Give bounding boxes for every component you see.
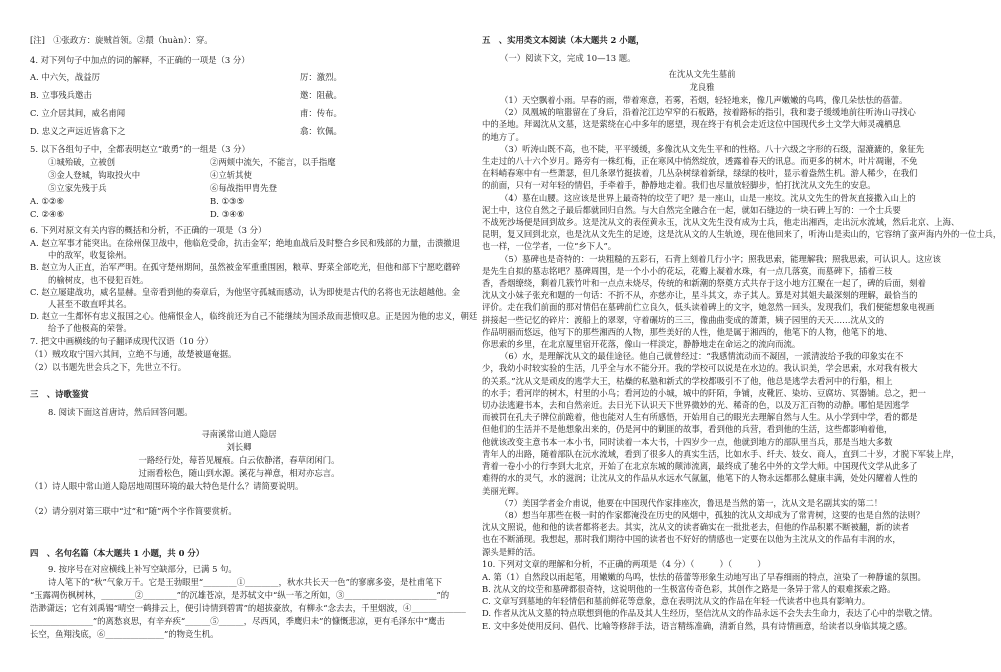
question-4-stem: 4. 对下列句子中加点的词的解释，不正确的一项是（3 分） xyxy=(30,55,250,65)
q4-option-c[interactable]: C. 立介居其间，威名甫闻 甫：传布。 xyxy=(30,108,342,118)
article-line: 的水手；看河岸的树木，村里的小鸟；看河边的小城，城中的阡陌，争铺，皮靴匠、染坊、豆腐坊、冥器铺。总之，把一 xyxy=(482,387,926,398)
q5-choice-d[interactable]: D. ③④⑥ xyxy=(210,209,245,219)
q10-option-e[interactable]: E. 文中多处使用反问、倡代、比喻等修辞手法，语言精练准确，清新自然，具有诗情画意，给读者以身临其境之感。 xyxy=(482,620,913,631)
article-line: 香，香烟缭绕，剩着几簇竹叶和一点点未烧尽，传统的和新潮的祭奠方式共存于这小地方江聚在一起了，碑的后面，刻着 xyxy=(482,278,926,289)
poem-author: 刘长卿 xyxy=(226,441,252,452)
q7-sentence-1: （1）贼攻取宁国六其间，立绝不与通，故楚被逼奄据。 xyxy=(30,348,237,359)
article-line: 的关系。”沈从文是顽皮的逃学大王，枯燥的私塾和新式的学校都吸引不了他，他总是逃学去看河中的行船，相上 xyxy=(482,375,893,386)
article-body xyxy=(482,94,1001,558)
article-line: 也在不断涌现。我想起，那时我们期待中国的读者也不好好的情感也一定要在以他为主沈从文的作品有丰润的水， xyxy=(482,534,901,545)
article-title: 在沈从文先生墓前 xyxy=(668,69,736,79)
q9-line[interactable]: 长空，鱼翔浅底，⑥______________”的物竞生机。 xyxy=(30,628,219,639)
article-line: 沈从文小妹子张充和题的一句话：不折不从，亦慈亦让，星斗其文，赤子其人。算是对其姐夫最深刻的理解，最恰当的 xyxy=(482,290,918,301)
q4-option-a[interactable]: A. 中六矢，战益厉 厉：激烈。 xyxy=(30,72,342,82)
q5-choices-row-2 xyxy=(30,208,448,221)
q7-sentence-2: （2）以书题先世会兵之下，先世立不行。 xyxy=(30,361,187,372)
article-line: 也一样，一位学者，一位“乡下人”。 xyxy=(482,241,617,252)
article-line: 生走过的八十六个岁月。路旁有一株红梅，正在寒风中悄然绽放，透露着春天的讯息。而更多的树木，叶片凋谢，不免 xyxy=(482,156,918,167)
q9-line[interactable]: 诗人笔下的“秋”气象万千。它是王勃眼里“________①________，秋水共长天一色”的寥廓多姿，是杜甫笔下 xyxy=(48,576,442,587)
article-line: 的地方了。 xyxy=(482,131,524,142)
article-line: 而被罚在孔夫子牌位前跪着，他也能对人生有所感悟，开始用自己的眼光去理解自然与人生。从小学到中学，看的都是 xyxy=(482,412,918,423)
article-line: 少，我幼小时较实验的生活，几乎全与水不能分开。我的学校可以说是在水边的。我认识美，学会思索，水对我有极大 xyxy=(482,363,918,374)
question-10-stem: 10. 下列对文章的理解和分析，不正确的两项是（4 分）（ ）（ ） xyxy=(482,558,766,569)
article-line: （1）天空飘着小雨。早春的雨，带着寒意，若雾，若烟，轻轻地来，像几声嫩嫩的鸟鸣，像几朵怯怯的蓓蕾。 xyxy=(500,95,908,105)
q10-option-c[interactable]: C. 文章写到墓地的年轻情侣和墓前鲜花等意象，意在表明沈从文的作品在年轻一代读者中也具有影响力。 xyxy=(482,596,871,607)
article-author: 龙良雅 xyxy=(689,82,715,92)
question-7-stem: 7. 把文中画横线的句子翻译成现代汉语（10 分） xyxy=(30,335,214,346)
q6-option-line[interactable]: C. 赵立屡建战功，威名显赫。皇帝看到他的奏章后，为他坚守孤城而感动，认为即使是古代的名将也无法超越他。金 xyxy=(30,286,461,297)
q10-option-b[interactable]: B. 沈从文的坟茔和墓碑都很奇特，这说明他的一生极富传奇色彩，其创作之路是一条异于常人的艰难探索之路。 xyxy=(482,583,896,594)
q5-item-row: ③金人登城，钩取投火中 ④立斩其使 xyxy=(48,170,252,180)
section-5-heading: 五 、实用类文本阅读（本大题共 2 小题， xyxy=(482,35,645,45)
q6-option-line: 人甚至不敢直呼其名。 xyxy=(48,299,132,310)
article-line: （4）墓在山腰。这应该是世界上最奇特的坟茔了吧？是一座山，山是一座坟。沈从文先生的骨灰直接撒入山上的 xyxy=(500,192,916,203)
question-5-stem: 5. 以下各组句子中，全都表明赵立“敢勇”的一组是（3 分） xyxy=(30,144,250,154)
left-column xyxy=(30,34,478,641)
poem-line-2: 过雨看松色，随山到水源。溪花与禅意，相对亦忘言。 xyxy=(138,467,340,478)
poem-line-1: 一路经行处，莓苔见履痕。白云依静渚，春草闭闲门。 xyxy=(138,454,340,465)
question-6-stem: 6. 下列对原文有关内容的概括和分析，不正确的一项是（3 分） xyxy=(30,225,267,235)
q5-choice-c[interactable]: C. ②④⑥ xyxy=(30,209,64,219)
article-line: （8）想当年那些在极一时的作家都淹没在历史的风烟中，孤独的沈从文却成为了常青树，这要的也是自然的法则？ xyxy=(500,509,925,520)
article-line: 背着一卷小小的行李到大北京，开始了在北京东城的颠沛流离，最终成了驰名中外的文学大师。中国现代文学从此多了 xyxy=(482,461,918,472)
q10-option-a[interactable]: A. 第（1）自然段以雨起笔，用嫩嫩的鸟鸣，怯怯的蓓蕾等形象生动地写出了早春细雨的特点，渲染了一种静谧的氛围。 xyxy=(482,571,926,582)
article-line: 切办法逃避书本，去和自然亲近。去日光下认识天下世界微妙的光、稀奇的色，以及万汇百物的动静。哪怕是因逃学 xyxy=(482,400,910,411)
question-8-stem: 8. 阅读下面这首唐诗，然后回答问题。 xyxy=(48,406,193,417)
q5-item-row: ⑤立家先残于兵 ⑥每战指甲胄先登 xyxy=(48,183,277,193)
q6-option-line: 给予了他极高的荣誉。 xyxy=(48,323,132,334)
q5-choices-row-1 xyxy=(30,195,448,208)
q5-item-row: ①城殆破，立被创 ②两颊中流矢，不能言，以手指麾 xyxy=(48,157,336,167)
q6-option-line: 中的敌军，收复徐州。 xyxy=(48,250,132,261)
q6-option-line[interactable]: A. 赵立军事才能突出。在徐州保卫战中，他临危受命，抗击金军；绝地血战后及时整合乡民和残部的力量，击溃撤退 xyxy=(30,238,461,248)
poem-title: 寻南溪常山道人隐居 xyxy=(201,428,277,439)
article-line: 他就该改变主意书本一本小书，同时读着一本大书，十四岁少一点，他就到地方的部队里当兵，那是当地大多数 xyxy=(482,436,893,447)
q9-line[interactable]: “玉露凋伤枫树林，________②________”的沉雄苍凉，是苏轼文中“纵一苇之所如，③______________________”的 xyxy=(30,589,450,600)
article-line: （3）听涛山既不高，也不陡，平平缓缓，多像沈从文先生平和的性格。八十六级之字形的石级，湿漉漉的，象征先 xyxy=(500,143,925,154)
q5-choice-a[interactable]: A. ①②⑥ xyxy=(30,196,64,206)
annotation-note: [注] ①张政方：旋贼首领。②擐（huàn）：穿。 xyxy=(30,35,213,45)
article-line: 但他们的生活并不是他想象出来的，仍是河中的剿匪的故事，看到他的兵营，看到他的生活，这些都影响着他， xyxy=(482,424,893,435)
q4-option-b[interactable]: B. 立事残兵邀击 邀：阻截。 xyxy=(30,90,342,100)
article-line: 泥土中，这位自然之子最后都就回归自然。与大自然完全融合在一起，就如石缝边的一块石碑上写的：一个士兵要 xyxy=(482,204,901,215)
article-line: 评价。走在我们前面的那对情侣在墓碑前伫立良久，低头读着碑上的文字，她忽然一回头，发现我们，我们便能想象电视画 xyxy=(482,302,935,313)
article-line: （6）水，是理解沈从文的最佳途径。他自己就曾经过：“我感情流动而不凝固，一派清波给予我的印象实在不 xyxy=(500,351,904,362)
q9-line[interactable]: _______________”的离愁哀思，有辛弃疾“______⑤______，尽西风，季鹰归未”的慷慨悲凉，更有毛泽东中“鹰击 xyxy=(30,615,445,626)
article-line: 的前面，只有一对年轻的情侣，手牵着手，静静地走着。我们也尽量放轻脚步，怕打扰沈从文先生的安息。 xyxy=(482,180,876,191)
right-column xyxy=(482,34,1001,632)
section-3-heading: 三 、诗歌鉴赏 xyxy=(30,388,89,399)
q10-options xyxy=(482,571,938,632)
reading-instruction: （一）阅读下文，完成 10—13 题。 xyxy=(500,53,636,63)
article-line: 作品明丽而悠远，他写下的那些湘西的人物，那些美好的人性，他是属于湘西的，他笔下的人物，他笔下的地、 xyxy=(482,326,893,337)
q6-option-line: 的榆树皮，也不侵犯百姓。 xyxy=(48,274,149,285)
article-line: 美丽光辉。 xyxy=(482,485,524,496)
article-line: 难得的水的灵气，水的滋润；让沈从文的作品从水远水气氤氲，他笔下的人物永远都那么健康丰满，处处闪耀着人性的 xyxy=(482,473,918,484)
q6-option-line[interactable]: B. 赵立为人正直，治军严明。在孤守楚州期间，虽然被金军重重围困，粮草、野菜全部吃光，但他和部下宁愿吃蘑碎 xyxy=(30,262,461,273)
section-4-heading: 四 、名句名篇（本大题共 1 小题，共 0 分） xyxy=(30,547,205,558)
article-line: （5）墓碑也是奇特的：一块粗糙的五彩石，石背上刻着几行小字；照我思索，能理解我；照我思索，可认识人。这应该 xyxy=(500,253,941,264)
article-line: 昆明，复又回到北京，也是沈从文先生的足迹，这是沈从文的人生轨迹，现在他回来了，听涛山是卖山的，它容纳了蛮声海内外的一位士兵， xyxy=(482,229,1001,240)
q8-question-2: （2）请分别对第三联中“过”和“随”两个字作简要赏析。 xyxy=(30,505,237,516)
article-line: 青年人的出路，随着部队在沅水流域，看到了很多人的真实生活，比如水手、纤夫、妓女、商人，直到二十岁，才脱下军装上岸， xyxy=(482,448,960,459)
q9-line[interactable]: 浩渺潇远；它有刘禹锡“晴空一鹤排云上，便引诗情到碧霄”的超拔豪放，有柳永“念去去，千里烟波，④_____________ xyxy=(30,602,466,613)
article-line: 中的圣地。拜谒沈从文墓，这是萦绕在心中多年的愿望，现在终于有机会走近这位中国现代乡土文学大师灵魂栖息 xyxy=(482,119,901,130)
q5-choice-b[interactable]: B. ①③⑤ xyxy=(210,196,245,206)
article-line: 不战死沙场便是回到故乡。这是沈从文的表侄黄永玉，沈从文先生没有成为士兵，他走出湘西，走出沅水流域，然后北京、上海、 xyxy=(482,217,960,228)
q9-line: 9. 按序号在对应横线上补写空缺部分，已满 5 句。 xyxy=(48,563,237,574)
article-line: 源头是鲜的活。 xyxy=(482,546,541,557)
article-line: 在料峭春寒中有一些萧瑟，但几条翠竹挺拔着，几丛杂树绿着新绿，绿绿的枝叶，显示着盎然生机。游人稀少，在我们 xyxy=(482,168,918,179)
q8-question-1: （1）诗人眼中常山道人隐居地周围环境的最大特色是什么？请简要说明。 xyxy=(30,480,304,491)
article-line: 拼接起一些记忆的碎片：渡船上的翠翠，守着碾坊的三三，像曲曲变成的萧萧，姨子园里的天天……沈从文的 xyxy=(482,314,884,325)
q4-option-d[interactable]: D. 忠义之声远近皆翕下之 翕：钦佩。 xyxy=(30,126,342,136)
article-line: （2）凤凰城的喧嚣留在了身后，沿着沱江边窄窄的石板路，按着路标的指引，我和妻子缓缓地前往听涛山寻找心 xyxy=(500,107,916,118)
article-line: 沈从文照说，他和他的读者都将老去。其实，沈从文的读者确实在一批批老去，但他的作品积累不断被翻，新的读者 xyxy=(482,522,910,533)
q6-option-line[interactable]: D. 赵立一生都怀有忠义报国之心。他痛恨金人，临终前还为自己不能继续为国杀敌而悲愤叹息。正是因为他的忠义，朝廷 xyxy=(30,311,478,322)
q10-option-d[interactable]: D. 作者从沈从文墓的特点联想到他的作品及其人生经历，坚信沈从文的作品永远不会失去生命力，表达了心中的崇敬之情。 xyxy=(482,608,938,619)
article-line: 是先生自拟的墓志铭吧？墓碑周围，是一个小小的花坛，花瓣上凝着水珠，有一点几落寞，而墓碑下，插着三枝 xyxy=(482,265,893,276)
article-line: （7）美国学者金介甫说，他要在中国现代作家排座次，鲁迅是当然的第一，沈从文是名副其实的第二！ xyxy=(500,497,883,508)
article-line: 你思索的乡里，在北京厦里宿开花落，像山一样淡定，静静地走在命运之的流向而流。 xyxy=(482,339,801,350)
